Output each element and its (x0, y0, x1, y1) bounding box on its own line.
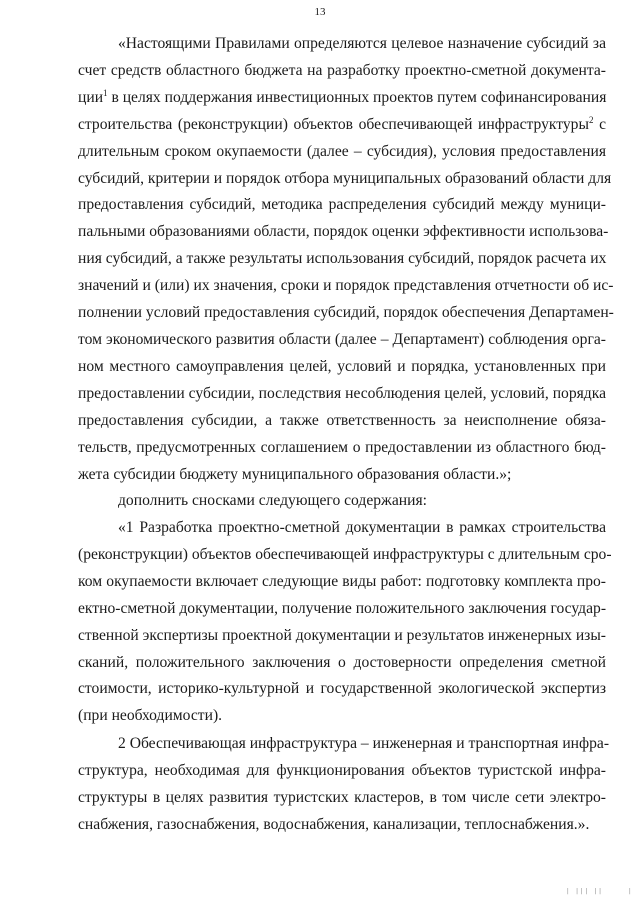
text-line: (реконструкции) объектов обеспечивающей инфраструктуры с длительным сро- (78, 545, 612, 563)
text-line (78, 112, 606, 139)
text-line: жета субсидии бюджету муниципального образования области.»; (78, 465, 512, 483)
text-line: 2 Обеспечивающая инфраструктура – инженерная и транспортная инфра- (118, 735, 610, 752)
text-line: предоставлении субсидии, последствия несоблюдения целей, условий, порядка (78, 384, 606, 402)
text-line: сканий, положительного заключения о достоверности определения сметной (78, 653, 606, 671)
text-fragment: ции (78, 88, 104, 106)
text-line: ния субсидий, а также результаты использования субсидий, порядок расчета их (78, 250, 607, 268)
text-line: структуры в целях развития туристских кластеров, в том числе сети электро- (78, 788, 606, 806)
text-line: длительным сроком окупаемости (далее – субсидия), условия предоставления (78, 142, 606, 160)
paragraph-footnote-2 (78, 731, 610, 839)
text-line: значений и (или) их значения, сроки и порядок представления отчетности об ис- (78, 277, 614, 295)
paragraph-add-footnotes (78, 488, 606, 515)
text-fragment: в целях поддержания инвестиционных проектов путем софинансирования (107, 88, 607, 106)
text-line: счет средств областного бюджета на разработку проектно-сметной документа- (78, 61, 606, 79)
text-line: «1 Разработка проектно-сметной документации в рамках строительства (118, 519, 606, 536)
paragraph-rules-definition (78, 31, 614, 488)
text-fragment: с (593, 115, 606, 133)
text-line: полнении условий предоставления субсидий, порядок обеспечения Департамен- (78, 304, 614, 322)
text-line: том экономического развития области (далее – Департамент) соблюдения орга- (78, 330, 606, 348)
text-line (78, 85, 606, 112)
footnote-ref: 2 (588, 114, 594, 125)
scan-mark-edge: | (628, 888, 632, 895)
scan-mark: | ||| || (566, 888, 603, 895)
footnote-ref: 1 (103, 87, 108, 98)
text-line: «Настоящими Правилами определяются целевое назначение субсидий за (118, 35, 606, 52)
text-line: дополнить сносками следующего содержания: (118, 492, 427, 509)
text-line: предоставления субсидии, а также ответственность за неисполнение обяза- (78, 411, 606, 429)
text-fragment: строительства (реконструкции) объектов обеспечивающей инфраструктуры (78, 115, 589, 133)
text-line: ком окупаемости включает следующие виды работ: подготовку комплекта про- (78, 572, 606, 590)
text-line: ственной экспертизы проектной документации и результатов инженерных изы- (78, 626, 606, 644)
text-line: ном местного самоуправления целей, условий и порядка, установленных при (78, 357, 606, 375)
text-line: снабжения, газоснабжения, водоснабжения, канализации, теплоснабжения.». (78, 815, 590, 833)
text-line: субсидий, критерии и порядок отбора муниципальных образований области для (78, 169, 612, 187)
text-line: структура, необходимая для функционирования объектов туристской инфра- (78, 761, 606, 779)
paragraph-footnote-1 (78, 515, 612, 730)
text-line: предоставления субсидий, методика распределения субсидий между муници- (78, 196, 606, 214)
text-line: (при необходимости). (78, 707, 223, 725)
text-line: стоимости, историко-культурной и государственной экологической экспертиз (78, 680, 606, 698)
text-line: ектно-сметной документации, получение положительного заключения государ- (78, 599, 607, 617)
text-line: пальными образованиями области, порядок оценки эффективности использова- (78, 223, 609, 241)
text-line: тельств, предусмотренных соглашением о предоставлении из областного бюд- (78, 438, 606, 456)
page-number: 13 (314, 6, 326, 18)
